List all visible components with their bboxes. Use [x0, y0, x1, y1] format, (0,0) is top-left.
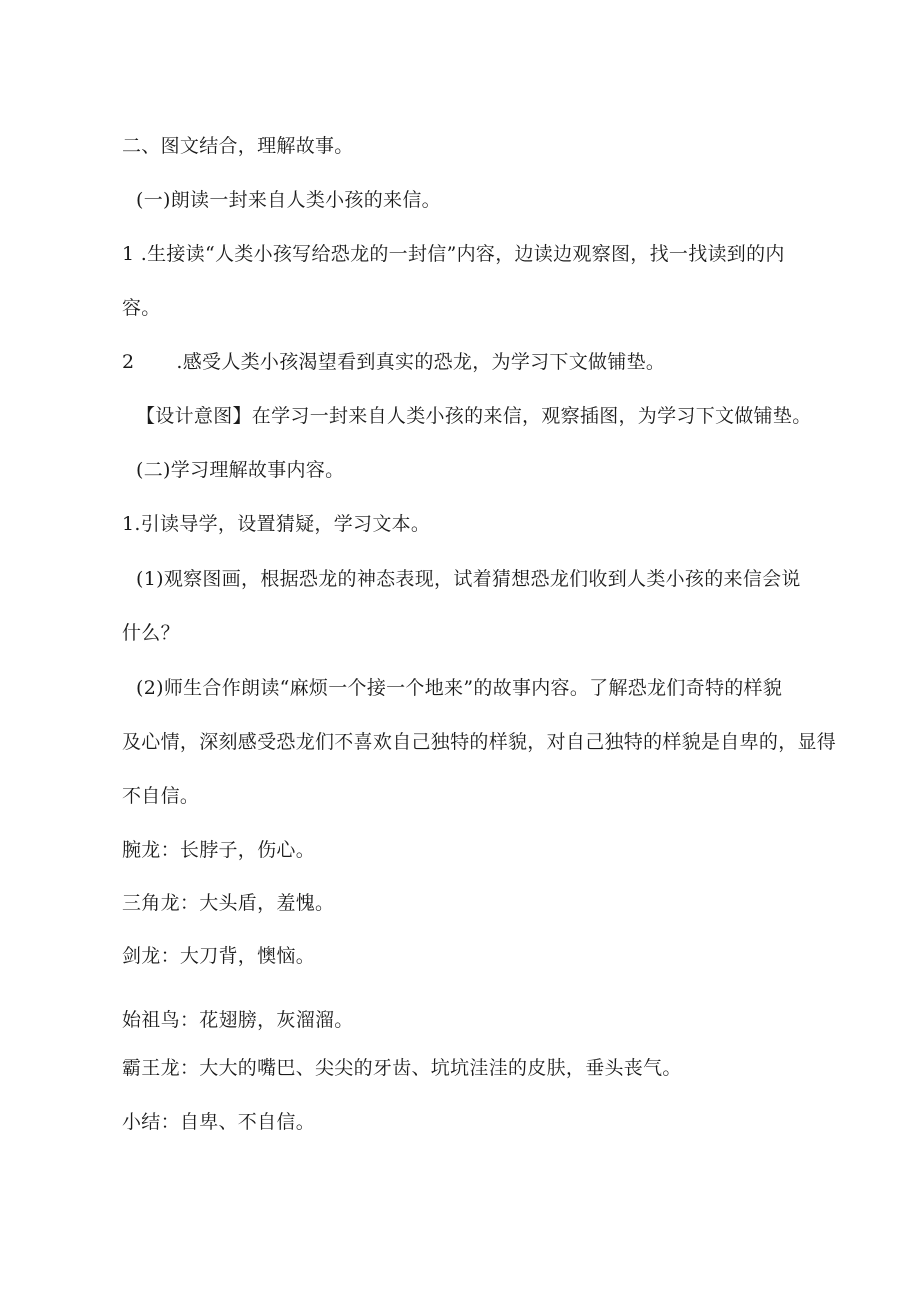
- question-2-line-2: 及心情，深刻感受恐龙们不喜欢自己独特的样貌，对自己独特的样貌是自卑的，显得: [122, 731, 837, 753]
- item-2: [122, 350, 665, 374]
- dinosaur-brachiosaurus: 腕龙：长脖子，伤心。: [122, 839, 316, 861]
- subsection-heading-1: (一)朗读一封来自人类小孩的来信。: [136, 189, 441, 211]
- subsection-heading-2: (二)学习理解故事内容。: [136, 459, 345, 481]
- section-heading: 二、图文结合，理解故事。: [122, 135, 354, 157]
- question-1-line-1: (1)观察图画，根据恐龙的神态表现，试着猜想恐龙们收到人类小孩的来信会说: [136, 568, 801, 590]
- dinosaur-triceratops: 三角龙：大头盾，羞愧。: [122, 892, 335, 914]
- dinosaur-tyrannosaurus: 霸王龙：大大的嘴巴、尖尖的牙齿、坑坑洼洼的皮肤，垂头丧气。: [122, 1057, 682, 1079]
- dinosaur-archaeopteryx: 始祖鸟：花翅膀，灰溜溜。: [122, 1009, 354, 1031]
- item-1-line-2: 容。: [122, 297, 161, 319]
- question-1-line-2: 什么？: [122, 622, 180, 644]
- question-2-line-1: (2)师生合作朗读“麻烦一个接一个地来”的故事内容。了解恐龙们奇特的样貌: [136, 677, 783, 699]
- design-intent: 【设计意图】在学习一封来自人类小孩的来信，观察插图，为学习下文做铺垫。: [136, 405, 812, 427]
- item-1-line-1: 1 .生接读“人类小孩写给恐龙的一封信”内容，边读边观察图，找一找读到的内: [122, 243, 785, 265]
- item-2-number: 2: [122, 351, 135, 373]
- dinosaur-stegosaurus: 剑龙：大刀背，懊恼。: [122, 945, 316, 967]
- step-1: 1.引读导学，设置猜疑，学习文本。: [122, 513, 431, 535]
- question-2-line-3: 不自信。: [122, 785, 200, 807]
- item-2-text: .感受人类小孩渴望看到真实的恐龙，为学习下文做铺垫。: [176, 351, 666, 373]
- summary: 小结：自卑、不自信。: [122, 1111, 316, 1133]
